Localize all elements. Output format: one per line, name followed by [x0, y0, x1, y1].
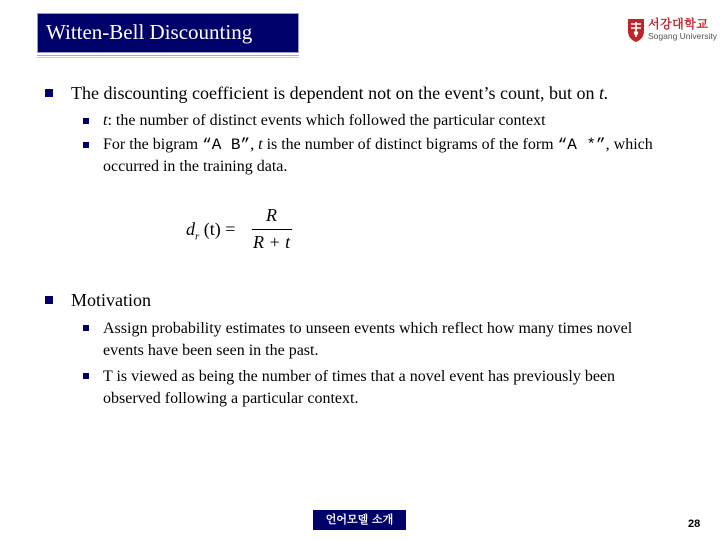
discount-formula — [186, 205, 296, 251]
bullet-text: Motivation — [71, 290, 151, 310]
sub-bullet-part: For the bigram — [103, 136, 203, 153]
formula-denominator: R + t — [253, 232, 291, 252]
page-number: 28 — [688, 518, 701, 530]
sub-bullet-square — [83, 325, 89, 331]
fraction-bar — [252, 229, 292, 230]
logo-english-name: Sogang University — [648, 31, 717, 41]
formula-subscript: r — [195, 230, 200, 243]
bigram-notation: “A B” — [202, 136, 251, 154]
sub-bullet-text — [103, 134, 663, 178]
bullet-text — [71, 83, 609, 104]
bullet-text-main: The discounting coefficient is dependent not on the event’s count, but on — [71, 83, 600, 103]
sub-bullet-square — [83, 373, 89, 379]
bullet-text-var: t. — [599, 83, 609, 103]
formula-lhs — [186, 219, 235, 243]
sub-bullet-part: , which occurred in the training data. — [103, 136, 653, 175]
title-underline — [37, 54, 299, 58]
slide-title: Witten-Bell Discounting — [46, 20, 253, 44]
sub-bullet-part: is the number of distinct bigrams of the form — [262, 136, 558, 153]
bigram-form-notation: “A *” — [557, 136, 606, 154]
sub-bullet-body: : the number of distinct events which followed the particular context — [107, 112, 546, 129]
footer-label: 언어모델 소개 — [313, 510, 406, 530]
sub-bullet-square — [83, 118, 89, 124]
var-t: t — [258, 136, 263, 153]
sub-bullet-text: T is viewed as being the number of times that a novel event has previously been observed following a particular context. — [103, 368, 616, 407]
bullet-square — [45, 89, 53, 97]
sub-bullet-text: Assign probability estimates to unseen events which reflect how many times novel events have been seen in the past. — [103, 320, 633, 359]
formula-numerator: R — [266, 205, 277, 225]
sub-bullet-part: , — [250, 136, 259, 153]
bullet-square — [45, 296, 53, 304]
logo-korean-name: 서강대학교 — [648, 17, 709, 31]
sub-bullet-text — [103, 110, 546, 132]
university-emblem-icon — [627, 17, 645, 43]
var-t: t — [103, 112, 108, 129]
sub-bullet-square — [83, 142, 89, 148]
university-logo — [627, 15, 717, 45]
formula-d: d — [186, 219, 195, 239]
formula-arg: (t) = — [199, 219, 236, 239]
slide-title-box — [37, 13, 299, 53]
